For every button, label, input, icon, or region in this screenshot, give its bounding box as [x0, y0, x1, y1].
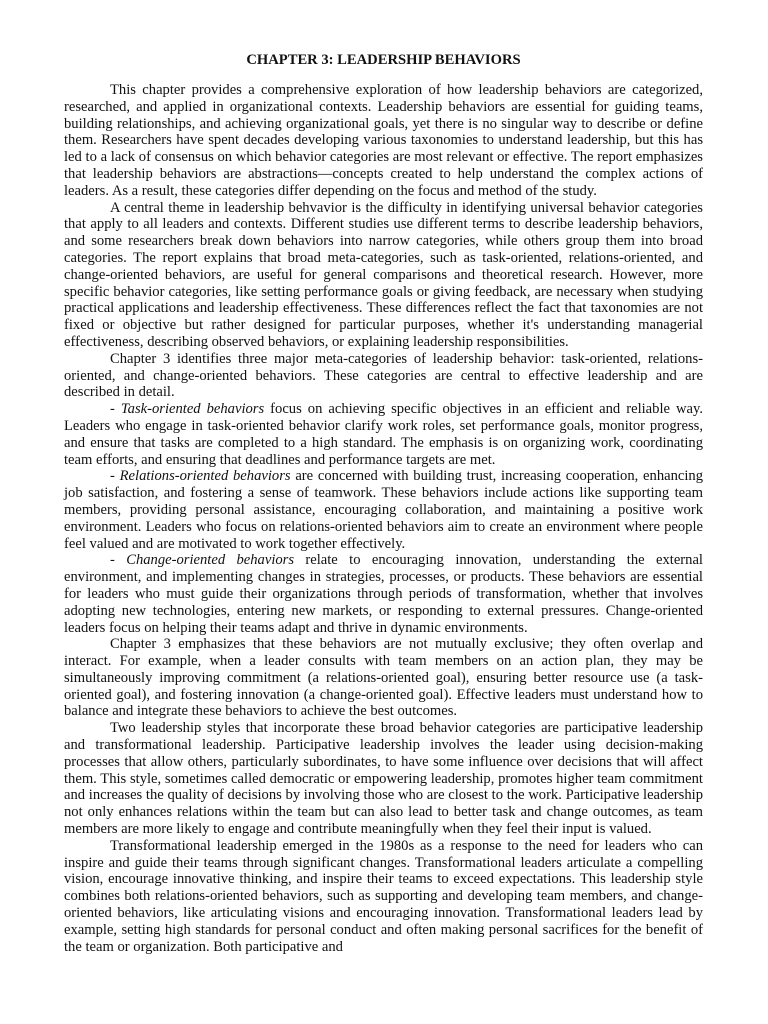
paragraph-transformational: Transformational leadership emerged in the 1980s as a response to the need for leaders who can inspire and guide their teams through significant changes. Transformational leaders articulate a compelling vision, encourage innovative thinking, and inspire their teams to exceed expectations. This leadership style combines both relations-oriented behaviors, such as supporting and developing team members, and change-oriented behaviors, like articulating visions and encouraging innovation. Transformational leaders lead by example, setting high standards for personal conduct and often making personal sacrifices for the benefit of the team or organization. Both participative and	[64, 837, 703, 955]
term-task-oriented: Task-oriented behaviors	[120, 401, 265, 418]
paragraph-intro: This chapter provides a comprehensive exploration of how leadership behaviors are categorized, researched, and applied in organizational contexts. Leadership behaviors are essential for guiding teams, building relationships, and achieving organizational goals, yet there is no singular way to describe or define them. Researchers have spent decades developing various taxonomies to understand leadership, but this has led to a lack of consensus on which behavior categories are most relevant or effective. The report emphasizes that leadership behaviors are abstractions—concepts created to help understand the complex actions of leaders. As a result, these categories differ depending on the focus and method of the study.	[64, 82, 703, 199]
paragraph-task-oriented	[64, 401, 703, 468]
paragraph-participative: Two leadership styles that incorporate these broad behavior categories are participative leadership and transformational leadership. Participative leadership involves the leader using decision-making processes that allow others, particularly subordinates, to have some influence over decisions that will affect them. This style, sometimes called democratic or empowering leadership, promotes higher team commitment and increases the quality of decisions by involving those who are closest to the work. Participative leadership not only enhances relations within the team but can also lead to better task and change outcomes, as team members are more likely to engage and contribute meaningfully when they feel their input is valued.	[64, 720, 703, 838]
chapter-title: CHAPTER 3: LEADERSHIP BEHAVIORS	[246, 52, 521, 68]
paragraph-overlap: Chapter 3 emphasizes that these behaviors are not mutually exclusive; they often overlap and interact. For example, when a leader consults with team members on an action plan, they may be simultaneously improving commitment (a relations-oriented goal), ensuring better resource use (a task-oriented goal), and fostering innovation (a change-oriented goal). Effective leaders must understand how to balance and integrate these behaviors to achieve the best outcomes.	[64, 636, 703, 720]
bullet-dash: -	[110, 468, 120, 485]
task-oriented-description: focus on achieving specific objectives in an efficient and reliable way. Leaders who engage in task-oriented behavior clarify work roles, set performance goals, monitor progress, and ensure that tasks are completed to a high standard. The emphasis is on organizing work, coordinating team efforts, and ensuring that deadlines and performance targets are met.	[64, 401, 704, 468]
paragraph-meta-categories: Chapter 3 identifies three major meta-categories of leadership behavior: task-oriented, relations-oriented, and change-oriented behaviors. These categories are central to effective leadership and are described in detail.	[64, 350, 703, 401]
relations-oriented-description: are concerned with building trust, increasing cooperation, enhancing job satisfaction, and fostering a sense of teamwork. These behaviors include actions like supporting team members, providing personal assistance, encouraging collaboration, and maintaining a positive work environment. Leaders who focus on relations-oriented behaviors aim to create an environment where people feel valued and are motivated to work together effectively.	[64, 468, 704, 552]
paragraph-change-oriented	[64, 552, 703, 636]
bullet-dash: -	[110, 552, 127, 569]
term-relations-oriented: Relations-oriented behaviors	[119, 468, 291, 485]
bullet-dash: -	[110, 401, 121, 418]
change-oriented-description: relate to encouraging innovation, understanding the external environment, and implementing changes in strategies, processes, or products. These behaviors are essential for leaders who must guide their organizations through periods of transformation, whether that involves adopting new technologies, entering new markets, or responding to external pressures. Change-oriented leaders focus on helping their teams adapt and thrive in dynamic environments.	[64, 552, 703, 636]
paragraph-relations-oriented	[64, 468, 703, 552]
paragraph-central-theme: A central theme in leadership behvavior is the difficulty in identifying universal behavior categories that apply to all leaders and contexts. Different studies use different terms to describe leadership behaviors, and some researchers break down behaviors into narrow categories, while others group them into broad categories. The report explains that broad meta-categories, such as task-oriented, relations-oriented, and change-oriented behaviors, are useful for general comparisons and theoretical research. However, more specific behavior categories, like setting performance goals or giving feedback, are necessary when studying practical applications and leadership effectiveness. These differences reflect the fact that taxonomies are not fixed or objective but rather designed for particular purposes, whether it's understanding managerial effectiveness, describing observed behaviors, or explaining leadership responsibilities.	[64, 199, 703, 350]
term-change-oriented: Change-oriented behaviors	[126, 552, 295, 569]
